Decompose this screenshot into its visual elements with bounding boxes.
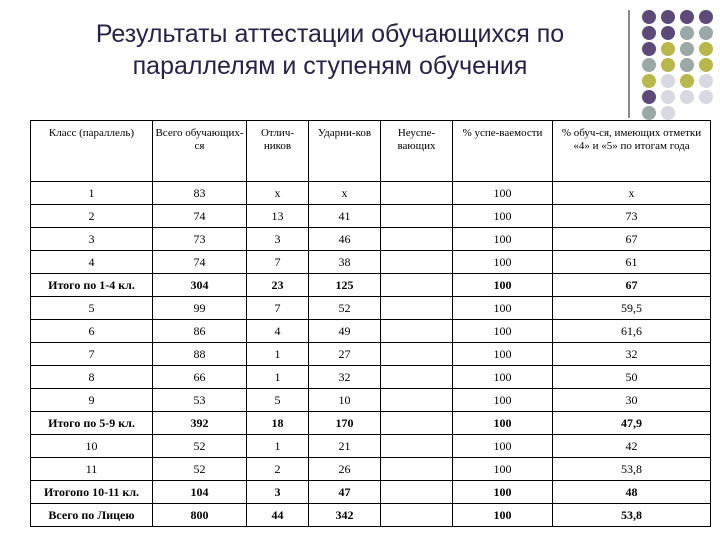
decorative-dot bbox=[642, 90, 656, 104]
column-header: Отлич-ников bbox=[247, 121, 309, 182]
decorative-dot bbox=[661, 58, 675, 72]
table-cell: 9 bbox=[31, 389, 153, 412]
table-cell: 30 bbox=[553, 389, 711, 412]
table-cell: 100 bbox=[453, 274, 553, 297]
table-cell: 104 bbox=[153, 481, 247, 504]
table-cell bbox=[381, 251, 453, 274]
decorative-dot bbox=[642, 26, 656, 40]
table-cell: 3 bbox=[247, 228, 309, 251]
table-cell: 3 bbox=[247, 481, 309, 504]
table-cell: 100 bbox=[453, 251, 553, 274]
table-body bbox=[31, 182, 711, 527]
table-cell: 100 bbox=[453, 320, 553, 343]
table-cell: 47,9 bbox=[553, 412, 711, 435]
decorative-dot-grid bbox=[642, 10, 720, 122]
table-cell: 61 bbox=[553, 251, 711, 274]
decorative-dot bbox=[680, 10, 694, 24]
column-header: Класс (параллель) bbox=[31, 121, 153, 182]
column-header: Всего обучающих-ся bbox=[153, 121, 247, 182]
table-cell bbox=[381, 205, 453, 228]
table-cell bbox=[381, 389, 453, 412]
table-cell: 6 bbox=[31, 320, 153, 343]
table-cell: 10 bbox=[309, 389, 381, 412]
table-cell: х bbox=[247, 182, 309, 205]
table-row bbox=[31, 182, 711, 205]
table-cell: 125 bbox=[309, 274, 381, 297]
table-cell: 83 bbox=[153, 182, 247, 205]
table-cell: 5 bbox=[247, 389, 309, 412]
decorative-dot bbox=[680, 58, 694, 72]
table-cell: Всего по Лицею bbox=[31, 504, 153, 527]
table-row bbox=[31, 389, 711, 412]
table-cell: Итого по 1-4 кл. bbox=[31, 274, 153, 297]
table-row bbox=[31, 320, 711, 343]
table-cell: 170 bbox=[309, 412, 381, 435]
table-cell: 100 bbox=[453, 481, 553, 504]
decorative-dot bbox=[642, 10, 656, 24]
table-cell: 67 bbox=[553, 274, 711, 297]
decorative-dot bbox=[661, 26, 675, 40]
table-cell: 52 bbox=[153, 458, 247, 481]
table-cell: 392 bbox=[153, 412, 247, 435]
table-cell: 100 bbox=[453, 504, 553, 527]
table-cell: Итогопо 10-11 кл. bbox=[31, 481, 153, 504]
table-cell: 11 bbox=[31, 458, 153, 481]
table-total-row bbox=[31, 504, 711, 527]
table-cell: 50 bbox=[553, 366, 711, 389]
table-cell: 67 bbox=[553, 228, 711, 251]
results-table bbox=[30, 120, 711, 527]
decorative-dot bbox=[642, 42, 656, 56]
decorative-dot bbox=[661, 74, 675, 88]
table-cell: 100 bbox=[453, 182, 553, 205]
decorative-dot bbox=[699, 26, 713, 40]
table-cell: 5 bbox=[31, 297, 153, 320]
table-cell: 10 bbox=[31, 435, 153, 458]
table-cell: 74 bbox=[153, 205, 247, 228]
decorative-dot bbox=[642, 58, 656, 72]
table-cell bbox=[381, 412, 453, 435]
table-row bbox=[31, 228, 711, 251]
table-cell: 100 bbox=[453, 389, 553, 412]
table-cell: 41 bbox=[309, 205, 381, 228]
table-cell: 52 bbox=[309, 297, 381, 320]
column-header: % успе-ваемости bbox=[453, 121, 553, 182]
decorative-dot bbox=[642, 74, 656, 88]
table-cell: 1 bbox=[247, 366, 309, 389]
decorative-dot bbox=[642, 106, 656, 120]
table-total-row bbox=[31, 481, 711, 504]
table-cell: 32 bbox=[553, 343, 711, 366]
table-cell: 4 bbox=[247, 320, 309, 343]
table-cell: 23 bbox=[247, 274, 309, 297]
table-cell: 53 bbox=[153, 389, 247, 412]
table-cell: 52 bbox=[153, 435, 247, 458]
table-row bbox=[31, 458, 711, 481]
table-row bbox=[31, 297, 711, 320]
table-cell bbox=[381, 343, 453, 366]
table-cell: х bbox=[553, 182, 711, 205]
column-header: % обуч-ся, имеющих отметки «4» и «5» по итогам года bbox=[553, 121, 711, 182]
title-line-1: Результаты аттестации обучающихся по bbox=[95, 20, 565, 48]
column-header: Ударни-ков bbox=[309, 121, 381, 182]
table-cell: 1 bbox=[31, 182, 153, 205]
table-cell: 100 bbox=[453, 205, 553, 228]
table-cell bbox=[381, 481, 453, 504]
table-cell: 99 bbox=[153, 297, 247, 320]
table-cell: 42 bbox=[553, 435, 711, 458]
table-cell: 53,8 bbox=[553, 458, 711, 481]
table-cell: 3 bbox=[31, 228, 153, 251]
table-cell: х bbox=[309, 182, 381, 205]
table-cell: 100 bbox=[453, 228, 553, 251]
table-header-row bbox=[31, 121, 711, 182]
decorative-dot bbox=[699, 58, 713, 72]
title-line-2: параллелям и ступеням обучения bbox=[132, 52, 528, 80]
decorative-divider bbox=[628, 10, 630, 118]
table-cell: 48 bbox=[553, 481, 711, 504]
table-cell: 46 bbox=[309, 228, 381, 251]
table-cell: 32 bbox=[309, 366, 381, 389]
table-cell: 7 bbox=[247, 251, 309, 274]
table-cell: 1 bbox=[247, 435, 309, 458]
table-cell: 61,6 bbox=[553, 320, 711, 343]
table-cell bbox=[381, 274, 453, 297]
decorative-dot bbox=[699, 74, 713, 88]
table-cell: 74 bbox=[153, 251, 247, 274]
table-cell: 47 bbox=[309, 481, 381, 504]
table-cell: 38 bbox=[309, 251, 381, 274]
table-cell: 86 bbox=[153, 320, 247, 343]
table-cell: 18 bbox=[247, 412, 309, 435]
table-cell: 26 bbox=[309, 458, 381, 481]
decorative-dot bbox=[699, 42, 713, 56]
table-cell: 7 bbox=[247, 297, 309, 320]
table-cell: 59,5 bbox=[553, 297, 711, 320]
table-cell: 304 bbox=[153, 274, 247, 297]
table-cell: 27 bbox=[309, 343, 381, 366]
table-cell: 73 bbox=[553, 205, 711, 228]
table-cell: 800 bbox=[153, 504, 247, 527]
table-cell: 7 bbox=[31, 343, 153, 366]
table-cell bbox=[381, 182, 453, 205]
table-cell bbox=[381, 320, 453, 343]
table-cell: 66 bbox=[153, 366, 247, 389]
table-cell: 44 bbox=[247, 504, 309, 527]
table-cell: 1 bbox=[247, 343, 309, 366]
table-cell: 88 bbox=[153, 343, 247, 366]
page-title bbox=[20, 18, 640, 82]
decorative-dot bbox=[661, 10, 675, 24]
table-cell bbox=[381, 366, 453, 389]
decorative-dot bbox=[680, 42, 694, 56]
table-cell: 100 bbox=[453, 366, 553, 389]
table-cell bbox=[381, 458, 453, 481]
decorative-dot bbox=[680, 90, 694, 104]
table-cell: 100 bbox=[453, 458, 553, 481]
table-cell bbox=[381, 504, 453, 527]
column-header: Неуспе-вающих bbox=[381, 121, 453, 182]
table-total-row bbox=[31, 412, 711, 435]
table-cell: 49 bbox=[309, 320, 381, 343]
table-cell: 100 bbox=[453, 412, 553, 435]
decorative-dot bbox=[661, 90, 675, 104]
decorative-dot bbox=[699, 10, 713, 24]
table-cell bbox=[381, 435, 453, 458]
table-cell: 100 bbox=[453, 343, 553, 366]
table-cell: 73 bbox=[153, 228, 247, 251]
table-cell: 2 bbox=[31, 205, 153, 228]
decorative-dot bbox=[661, 42, 675, 56]
table-cell: 342 bbox=[309, 504, 381, 527]
table-cell bbox=[381, 228, 453, 251]
table-cell: Итого по 5-9 кл. bbox=[31, 412, 153, 435]
table-row bbox=[31, 251, 711, 274]
table-cell: 13 bbox=[247, 205, 309, 228]
table-cell: 8 bbox=[31, 366, 153, 389]
decorative-dot bbox=[680, 26, 694, 40]
table-cell: 100 bbox=[453, 435, 553, 458]
table-cell bbox=[381, 297, 453, 320]
table-cell: 2 bbox=[247, 458, 309, 481]
table-row bbox=[31, 366, 711, 389]
table-cell: 100 bbox=[453, 297, 553, 320]
decorative-dot bbox=[680, 74, 694, 88]
table-total-row bbox=[31, 274, 711, 297]
decorative-dot bbox=[699, 90, 713, 104]
table-cell: 21 bbox=[309, 435, 381, 458]
results-table-container bbox=[30, 120, 710, 527]
table-cell: 4 bbox=[31, 251, 153, 274]
table-row bbox=[31, 435, 711, 458]
table-row bbox=[31, 343, 711, 366]
decorative-dot bbox=[661, 106, 675, 120]
table-cell: 53,8 bbox=[553, 504, 711, 527]
table-row bbox=[31, 205, 711, 228]
